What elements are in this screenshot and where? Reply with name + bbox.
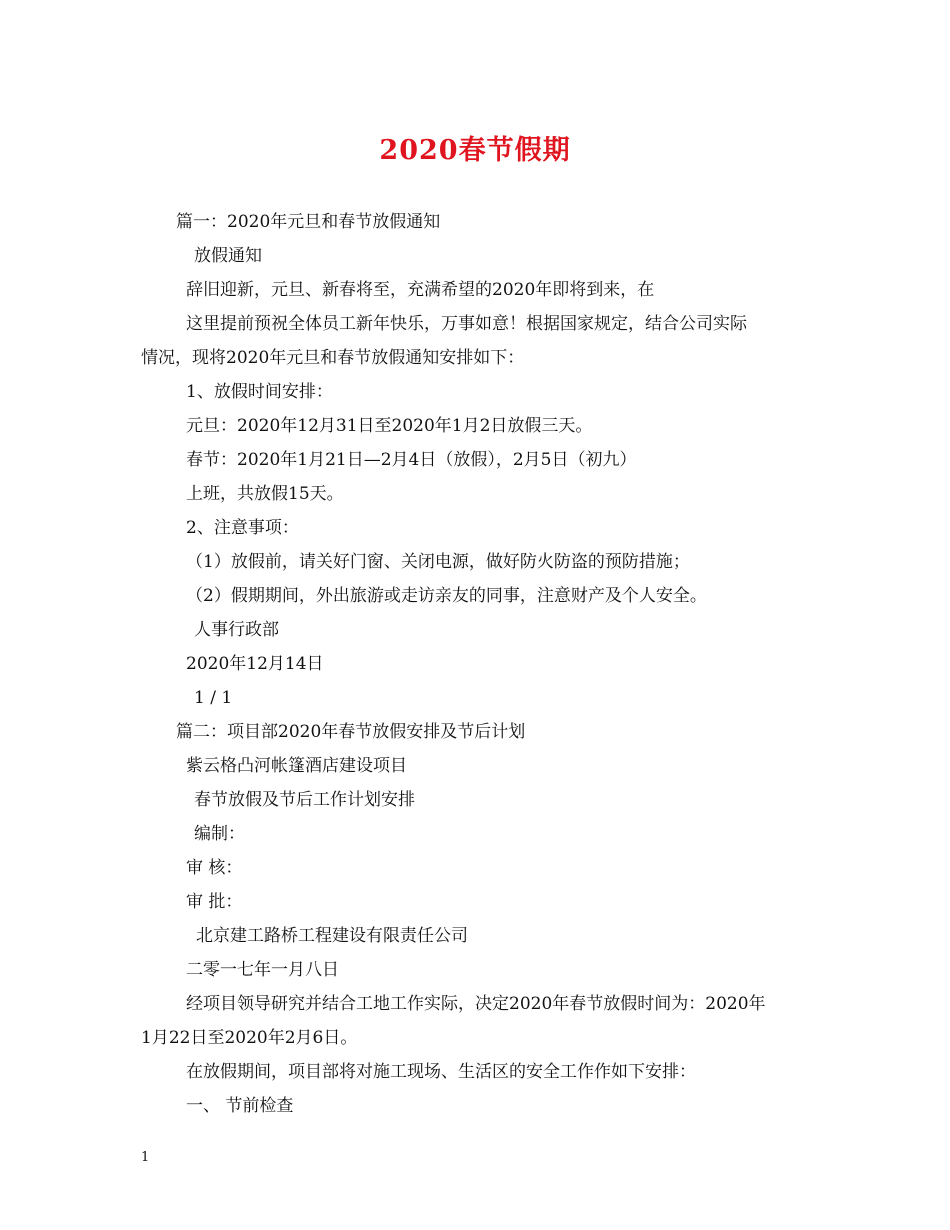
page-count: 1 / 1 [194,688,233,708]
text-line: 紫云格凸河帐篷酒店建设项目 [186,756,407,776]
text-line: 一、 节前检查 [186,1096,294,1116]
text-line: 篇一：2020年元旦和春节放假通知 [176,212,441,232]
page-number: 1 [141,1150,150,1165]
text-line: 篇二：项目部2020年春节放假安排及节后计划 [176,722,526,742]
text-line: 春节放假及节后工作计划安排 [194,790,415,810]
text-line: 1、放假时间安排： [186,382,333,402]
document-title: 2020春节假期 [379,135,571,166]
text-line: （2）假期期间，外出旅游或走访亲友的同事，注意财产及个人安全。 [186,586,707,606]
text-line: 编制： [194,824,245,844]
text-line: 经项目领导研究并结合工地工作实际，决定2020年春节放假时间为：2020年 [186,994,766,1014]
text-line: 北京建工路桥工程建设有限责任公司 [196,926,468,946]
text-line: 二零一七年一月八日 [186,960,339,980]
text-line: 辞旧迎新，元旦、新春将至，充满希望的2020年即将到来，在 [186,280,655,300]
text-line: 情况，现将2020年元旦和春节放假通知安排如下： [141,348,525,368]
text-line: 审 核： [186,858,243,878]
text-line: 放假通知 [194,246,262,266]
text-line: 在放假期间，项目部将对施工现场、生活区的安全工作作如下安排： [186,1062,696,1082]
text-line: 春节：2020年1月21日—2月4日（放假），2月5日（初九） [186,450,637,470]
text-line: 2020年12月14日 [186,654,324,674]
text-line: 人事行政部 [194,620,279,640]
text-line: 审 批： [186,892,243,912]
text-line: 这里提前预祝全体员工新年快乐，万事如意！根据国家规定，结合公司实际 [186,314,747,334]
text-line: 元旦：2020年12月31日至2020年1月2日放假三天。 [186,416,593,436]
text-line: 1月22日至2020年2月6日。 [141,1028,358,1048]
text-line: 上班，共放假15天。 [186,484,344,504]
text-line: 2、注意事项： [186,518,299,538]
text-line: （1）放假前，请关好门窗、关闭电源，做好防火防盗的预防措施； [186,552,690,572]
